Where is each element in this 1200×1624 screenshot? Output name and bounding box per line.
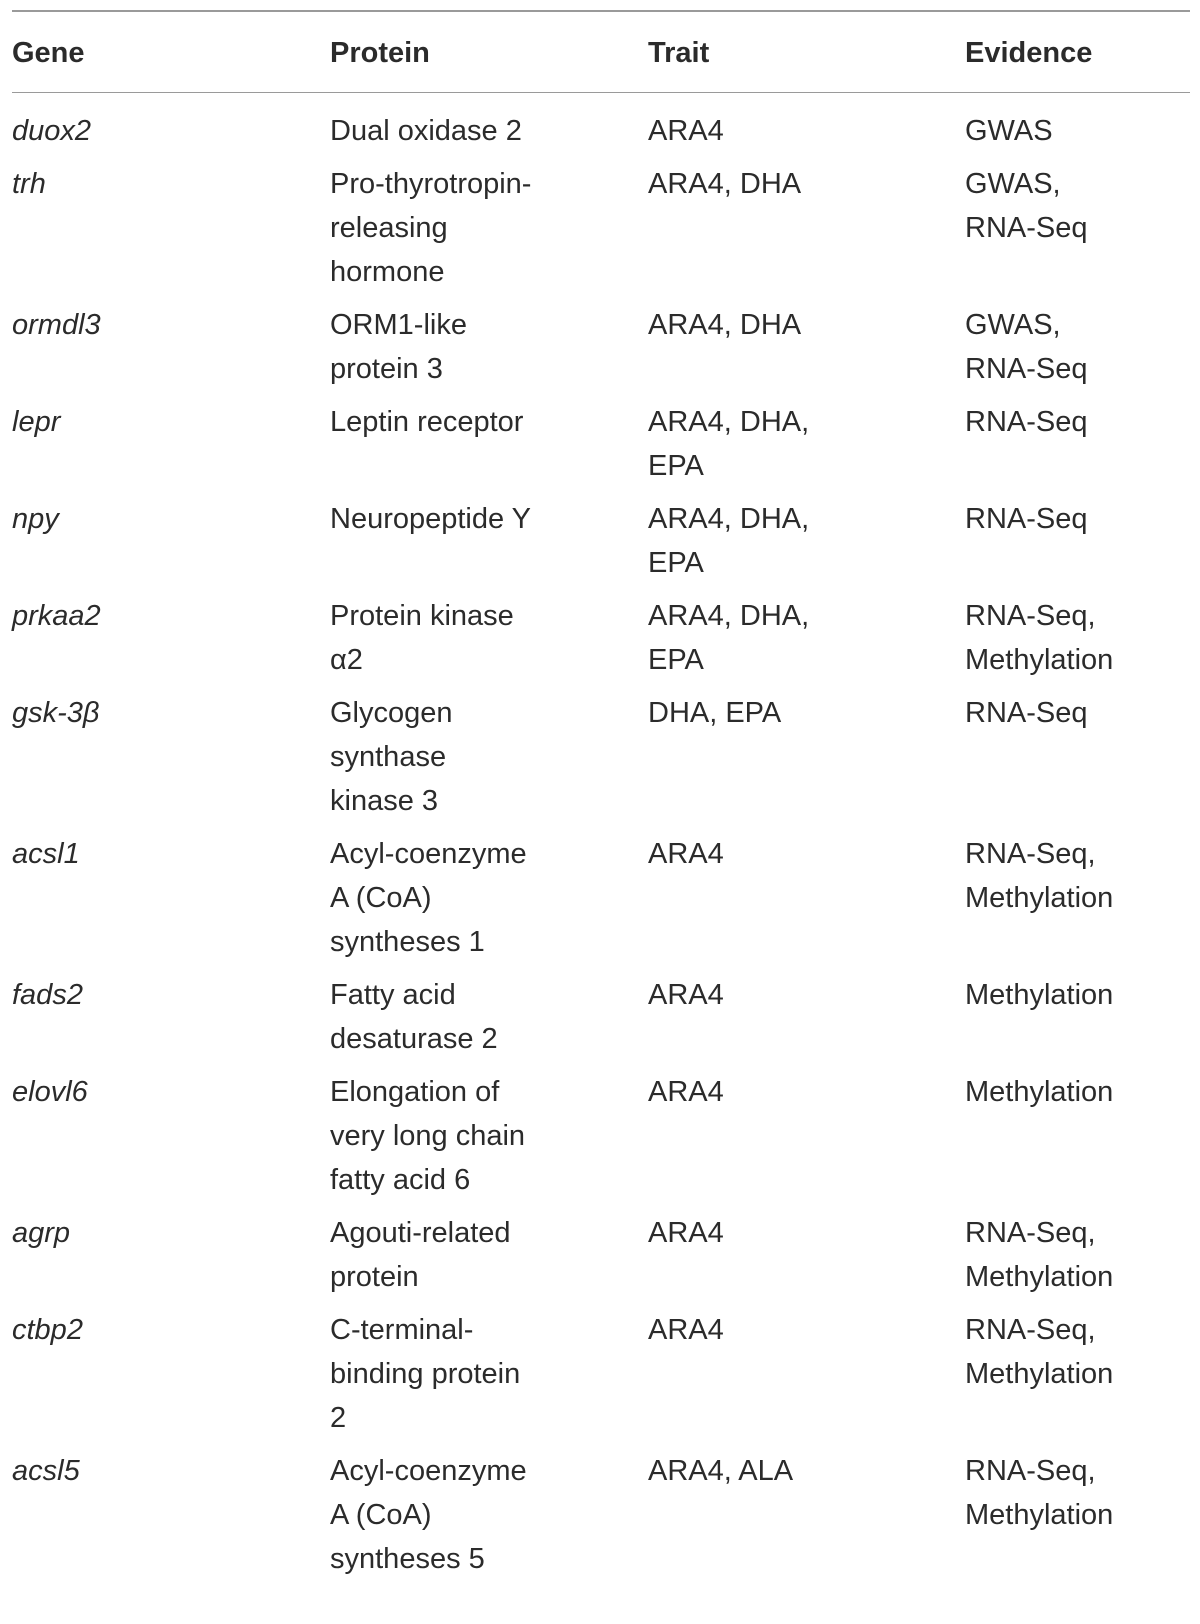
cell-gene: acsl5 bbox=[12, 1455, 80, 1487]
cell-gene: fads2 bbox=[12, 979, 83, 1011]
cell-evidence: GWAS, RNA-Seq bbox=[965, 309, 1088, 385]
cell-evidence: RNA-Seq, Methylation bbox=[965, 1314, 1114, 1390]
cell-trait: ARA4 bbox=[648, 838, 724, 870]
cell-trait: ARA4 bbox=[648, 115, 724, 147]
table-header-row bbox=[12, 12, 1190, 92]
cell-gene: npy bbox=[12, 503, 59, 535]
cell-trait: DHA, EPA bbox=[648, 697, 782, 729]
table-row bbox=[12, 497, 1190, 594]
cell-protein: Neuropeptide Y bbox=[330, 503, 532, 535]
table-row bbox=[12, 162, 1190, 303]
cell-protein: Protein kinase α2 bbox=[330, 600, 514, 676]
gene-table bbox=[12, 10, 1190, 1590]
cell-trait: ARA4, DHA bbox=[648, 309, 802, 341]
cell-trait: ARA4, DHA, EPA bbox=[648, 600, 810, 676]
cell-gene: trh bbox=[12, 168, 46, 200]
cell-protein: Acyl-coenzyme A (CoA) syntheses 5 bbox=[330, 1455, 527, 1575]
cell-evidence: RNA-Seq bbox=[965, 697, 1088, 729]
cell-protein: Fatty acid desaturase 2 bbox=[330, 979, 498, 1055]
header-evidence: Evidence bbox=[965, 36, 1093, 69]
cell-gene: gsk-3β bbox=[12, 697, 100, 729]
cell-gene: prkaa2 bbox=[12, 600, 101, 632]
table-row bbox=[12, 109, 1190, 162]
cell-evidence: GWAS bbox=[965, 115, 1053, 147]
cell-evidence: RNA-Seq, Methylation bbox=[965, 1217, 1114, 1293]
cell-protein: Pro-thyrotropin- releasing hormone bbox=[330, 168, 532, 288]
table-row bbox=[12, 973, 1190, 1070]
cell-evidence: Methylation bbox=[965, 1076, 1114, 1108]
table-row bbox=[12, 691, 1190, 832]
cell-gene: acsl1 bbox=[12, 838, 80, 870]
cell-trait: ARA4 bbox=[648, 1076, 724, 1108]
table-row bbox=[12, 400, 1190, 497]
cell-evidence: RNA-Seq, Methylation bbox=[965, 1455, 1114, 1531]
table-row bbox=[12, 1308, 1190, 1449]
table-row bbox=[12, 1070, 1190, 1211]
cell-trait: ARA4 bbox=[648, 1314, 724, 1346]
cell-trait: ARA4, DHA, EPA bbox=[648, 503, 810, 579]
cell-trait: ARA4, DHA, EPA bbox=[648, 406, 810, 482]
cell-protein: Leptin receptor bbox=[330, 406, 524, 438]
cell-trait: ARA4, DHA bbox=[648, 168, 802, 200]
header-protein: Protein bbox=[330, 36, 430, 69]
header-gene: Gene bbox=[12, 36, 85, 69]
cell-gene: ormdl3 bbox=[12, 309, 101, 341]
cell-trait: ARA4, ALA bbox=[648, 1455, 794, 1487]
cell-evidence: RNA-Seq bbox=[965, 503, 1088, 535]
header-trait: Trait bbox=[648, 36, 710, 69]
cell-gene: elovl6 bbox=[12, 1076, 88, 1108]
cell-protein: C-terminal- binding protein 2 bbox=[330, 1314, 521, 1434]
cell-protein: Elongation of very long chain fatty acid 6 bbox=[330, 1076, 526, 1196]
table-row bbox=[12, 1211, 1190, 1308]
table-body bbox=[12, 93, 1190, 1590]
table-row bbox=[12, 1449, 1190, 1590]
cell-evidence: RNA-Seq bbox=[965, 406, 1088, 438]
table-row bbox=[12, 303, 1190, 400]
cell-gene: agrp bbox=[12, 1217, 71, 1249]
cell-gene: duox2 bbox=[12, 115, 92, 147]
table-row bbox=[12, 832, 1190, 973]
cell-protein: Agouti-related protein bbox=[330, 1217, 511, 1293]
cell-gene: lepr bbox=[12, 406, 61, 438]
cell-trait: ARA4 bbox=[648, 1217, 724, 1249]
cell-protein: Dual oxidase 2 bbox=[330, 115, 522, 147]
cell-protein: Glycogen synthase kinase 3 bbox=[330, 697, 453, 817]
cell-evidence: RNA-Seq, Methylation bbox=[965, 838, 1114, 914]
cell-trait: ARA4 bbox=[648, 979, 724, 1011]
cell-protein: Acyl-coenzyme A (CoA) syntheses 1 bbox=[330, 838, 527, 958]
cell-evidence: Methylation bbox=[965, 979, 1114, 1011]
cell-gene: ctbp2 bbox=[12, 1314, 83, 1346]
cell-evidence: RNA-Seq, Methylation bbox=[965, 600, 1114, 676]
table-row bbox=[12, 594, 1190, 691]
cell-protein: ORM1-like protein 3 bbox=[330, 309, 467, 385]
cell-evidence: GWAS, RNA-Seq bbox=[965, 168, 1088, 244]
